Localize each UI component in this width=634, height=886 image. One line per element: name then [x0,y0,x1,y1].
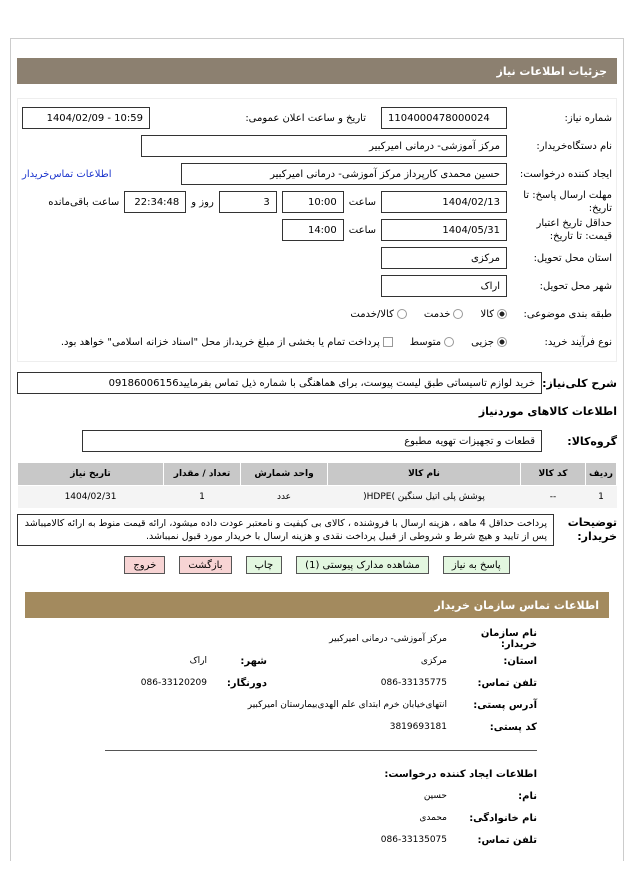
need-number-field: 1104000478000024 [381,107,507,129]
buyer-contact-link[interactable]: اطلاعات تماس‌خریدار [22,168,112,180]
col-code: کد کالا [521,463,586,486]
contact-postal: 3819693181 [389,722,447,732]
buyer-org-label: نام دستگاه‌خریدار: [536,140,612,152]
contact-section [17,628,617,851]
contact-header [25,592,609,618]
contact-address: انتهای‌خیابان خرم ابتدای علم الهدی‌بیمارستان امیرکبیر [247,700,447,710]
creator-name-label: نام: [518,790,537,802]
view-documents-button[interactable]: مشاهده مدارک پیوستی (1) [296,556,429,574]
need-number-label: شماره نیاز: [564,112,612,124]
province-label: استان محل تحویل: [533,252,612,264]
city-field: اراک [381,275,507,297]
treasury-payment-checkbox[interactable]: پرداخت تمام یا بخشی از مبلغ خرید،از محل "اسناد خزانه اسلامی" خواهد بود. [22,336,393,349]
validity-date-field: 1404/05/31 [381,219,507,241]
remaining-label: ساعت باقی‌مانده [48,196,120,208]
process-medium-radio[interactable]: متوسط [410,337,454,348]
summary-field: خرید لوازم تاسیساتی طبق لیست پیوست، برای هماهنگی با شماره ذیل تماس بفرمایید09186006156 [17,372,542,394]
button-row [17,556,617,574]
category-row [22,301,612,327]
category-both-radio[interactable]: کالا/خدمت [350,309,407,320]
details-title: جزئیات اطلاعات نیاز [496,64,607,78]
deadline-time-field: 10:00 [282,191,344,213]
creator-phone: 086-33135075 [380,835,447,845]
goods-group-field: قطعات و تجهیزات تهویه مطبوع [82,430,542,452]
validity-time-label: ساعت [348,224,376,236]
validity-time-field: 14:00 [282,219,344,241]
contact-title: اطلاعات تماس سازمان خریدار [434,598,599,612]
contact-postal-label: کد پستی: [489,721,537,733]
deadline-row [22,189,612,215]
contact-address-label: آدرس پستی: [473,699,537,711]
summary-row [17,370,617,396]
notes-row [17,514,617,546]
days-field: 3 [219,191,277,213]
goods-table [17,462,617,508]
validity-row [22,217,612,243]
divider [105,750,537,751]
remaining-field: 22:34:48 [124,191,186,213]
goods-group-row [17,428,617,454]
col-qty: تعداد / مقدار [164,463,241,486]
col-name: نام کالا [328,463,521,486]
contact-org: مرکز آموزشی- درمانی امیرکبیر [329,634,447,644]
deadline-time-label: ساعت [348,196,376,208]
contact-fax: 086-33120209 [140,678,207,688]
print-button[interactable]: چاپ [246,556,283,574]
city-label: شهر محل تحویل: [539,280,612,292]
category-service-radio[interactable]: خدمت [424,309,464,320]
col-date: تاریخ نیاز [18,463,164,486]
process-row [22,329,612,355]
exit-button[interactable]: خروج [124,556,165,574]
need-number-row [22,105,612,131]
back-button[interactable]: بازگشت [179,556,231,574]
contact-city: اراک [189,656,207,666]
province-field: مرکزی [381,247,507,269]
contact-phone-label: تلفن تماس: [477,677,537,689]
creator-family-label: نام خانوادگی: [469,812,537,824]
process-minor-radio[interactable]: جزیی [471,337,507,348]
notes-field: پرداخت حداقل 4 ماهه ، هزینه ارسال با فروشنده ، کالای بی کیفیت و نامعتبر عودت داده میشود، ارائه قیمت منوط به ارائه کالامیباشد پس از تایید و هیچ شرط و شروطی از قبیل پرداخت نقدی و هزینه ارسال با خریدار مورد قبول نمیباشد. [17,514,554,546]
contact-phone: 086-33135775 [380,678,447,688]
contact-org-label: نام سازمان خریدار: [480,628,537,650]
province-row [22,245,612,271]
contact-province: مرکزی [420,656,447,666]
category-goods-radio[interactable]: کالا [480,309,507,320]
process-label: نوع فرآیند خرید: [544,336,612,348]
col-unit: واحد شمارش [241,463,328,486]
goods-title-row [17,398,617,424]
creator-field: حسین محمدی کارپرداز مرکز آموزشی- درمانی امیرکبیر [181,163,507,185]
reply-button[interactable]: پاسخ به نیاز [443,556,510,574]
goods-title: اطلاعات کالاهای موردنیاز [478,404,617,418]
deadline-date-field: 1404/02/13 [381,191,507,213]
validity-label: حداقل تاریخ اعتبار قیمت: تا تاریخ: [536,218,612,242]
contact-fax-label: دورنگار: [226,677,267,689]
table-row: 1 -- پوشش پلی اتیل سنگین )HDPE( عدد 1 1404/02/31 [18,486,617,509]
city-row [22,273,612,299]
summary-label: شرح کلی‌نیاز: [542,376,617,390]
notes-label: توضیحات خریدار: [567,516,617,543]
form-panel [17,98,617,362]
col-row: ردیف [586,463,617,486]
buyer-org-field: مرکز آموزشی- درمانی امیرکبیر [141,135,507,157]
creator-phone-label: تلفن تماس: [477,834,537,846]
goods-group-label: گروه‌کالا: [567,434,617,448]
buyer-org-row [22,133,612,159]
contact-province-label: استان: [503,655,537,667]
page-frame [10,38,624,861]
contact-city-label: شهر: [240,655,267,667]
deadline-label: مهلت ارسال پاسخ: تا تاریخ: [523,190,612,214]
creator-name: حسین [423,791,447,801]
announce-label: تاریخ و ساعت اعلان عمومی: [245,112,366,124]
creator-info-title: اطلاعات ایجاد کننده درخواست: [384,768,537,780]
category-label: طبقه بندی موضوعی: [523,308,612,320]
days-label: روز و [191,196,214,208]
creator-label: ایجاد کننده درخواست: [519,168,612,180]
creator-family: محمدی [419,813,447,823]
announce-field: 1404/02/09 - 10:59 [22,107,150,129]
creator-row [22,161,612,187]
details-header [17,58,617,84]
